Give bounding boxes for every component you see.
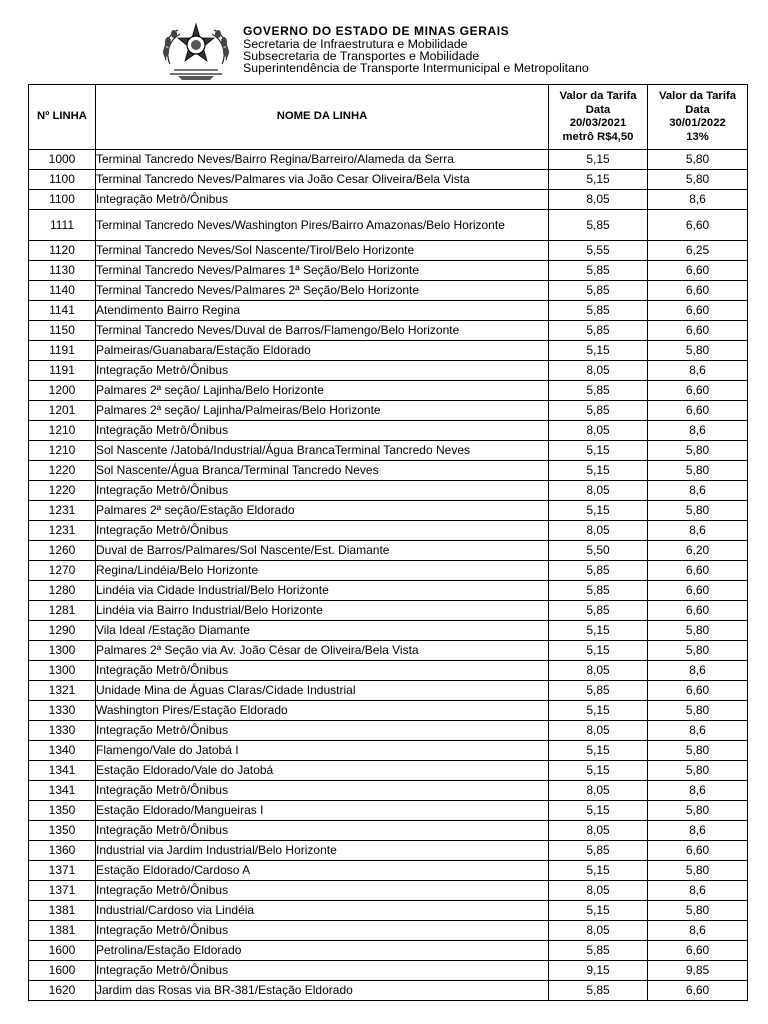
table-row [29,150,748,170]
fare-2021-cell: 8,05 [549,721,648,741]
line-name-cell: Vila Ideal /Estação Diamante [96,621,549,641]
line-name-cell: Terminal Tancredo Neves/Washington Pires/Bairro Amazonas/Belo Horizonte [96,210,549,241]
fare-2022-cell: 8,6 [648,821,748,841]
line-name-cell: Industrial via Jardim Industrial/Belo Horizonte [96,841,549,861]
line-name-cell: Petrolina/Estação Eldorado [96,941,549,961]
table-row [29,261,748,281]
fare-2022-cell: 5,80 [648,621,748,641]
fare-table-header [29,85,748,150]
fare-2021-cell: 5,15 [549,461,648,481]
header-text-block [243,24,589,74]
line-number-cell: 1341 [29,761,96,781]
line-name-cell: Terminal Tancredo Neves/Sol Nascente/Tirol/Belo Horizonte [96,241,549,261]
line-number-cell: 1140 [29,281,96,301]
fare-2021-cell: 5,15 [549,761,648,781]
line-number-cell: 1381 [29,901,96,921]
fare-2021-cell: 8,05 [549,421,648,441]
line-name-cell: Washington Pires/Estação Eldorado [96,701,549,721]
table-row [29,321,748,341]
line-number-cell: 1231 [29,521,96,541]
line-number-cell: 1300 [29,661,96,681]
table-row [29,210,748,241]
fare-2021-cell: 5,15 [549,901,648,921]
table-row [29,761,748,781]
line-name-cell: Integração Metrô/Ônibus [96,421,549,441]
fare-2022-cell: 5,80 [648,150,748,170]
table-row [29,581,748,601]
table-row [29,641,748,661]
column-header-line-name: NOME DA LINHA [96,85,549,150]
fare-2022-cell: 8,6 [648,921,748,941]
table-row [29,721,748,741]
fare-table [28,84,748,1001]
line-name-cell: Integração Metrô/Ônibus [96,921,549,941]
fare-2021-cell: 5,15 [549,801,648,821]
line-name-cell: Estação Eldorado/Mangueiras I [96,801,549,821]
fare-2022-cell: 6,20 [648,541,748,561]
fare-2022-cell: 8,6 [648,721,748,741]
line-number-cell: 1191 [29,341,96,361]
line-number-cell: 1100 [29,190,96,210]
table-row [29,501,748,521]
line-number-cell: 1620 [29,981,96,1001]
line-number-cell: 1371 [29,881,96,901]
fare-2022-cell: 6,60 [648,281,748,301]
table-row [29,981,748,1001]
fare-2022-cell: 5,80 [648,761,748,781]
fare-2022-cell: 6,60 [648,941,748,961]
fare-2021-cell: 5,85 [549,941,648,961]
fare-2022-cell: 8,6 [648,361,748,381]
line-number-cell: 1330 [29,701,96,721]
line-name-cell: Palmeiras/Guanabara/Estação Eldorado [96,341,549,361]
fare-2021-cell: 5,85 [549,561,648,581]
line-number-cell: 1231 [29,501,96,521]
line-name-cell: Integração Metrô/Ônibus [96,361,549,381]
table-row [29,341,748,361]
table-row [29,441,748,461]
fare-2022-cell: 8,6 [648,881,748,901]
fare-2021-cell: 5,50 [549,541,648,561]
line-name-cell: Estação Eldorado/Cardoso A [96,861,549,881]
fare-2021-cell: 5,85 [549,841,648,861]
document-header [0,0,768,84]
line-name-cell: Terminal Tancredo Neves/Palmares via João Cesar Oliveira/Bela Vista [96,170,549,190]
table-row [29,401,748,421]
line-number-cell: 1201 [29,401,96,421]
fare-2022-cell: 6,60 [648,401,748,421]
line-name-cell: Palmares 2ª seção/ Lajinha/Palmeiras/Belo Horizonte [96,401,549,421]
line-name-cell: Terminal Tancredo Neves/Bairro Regina/Barreiro/Alameda da Serra [96,150,549,170]
fare-2022-cell: 6,60 [648,841,748,861]
line-number-cell: 1120 [29,241,96,261]
line-number-cell: 1350 [29,801,96,821]
line-number-cell: 1600 [29,961,96,981]
line-number-cell: 1210 [29,441,96,461]
table-row [29,601,748,621]
fare-2022-cell: 5,80 [648,701,748,721]
line-number-cell: 1340 [29,741,96,761]
fare-2021-cell: 5,85 [549,281,648,301]
fare-2021-cell: 8,05 [549,921,648,941]
table-row [29,821,748,841]
line-name-cell: Palmares 2ª Seção via Av. João César de Oliveira/Bela Vista [96,641,549,661]
line-number-cell: 1141 [29,301,96,321]
line-name-cell: Industrial/Cardoso via Lindéia [96,901,549,921]
fare-2021-cell: 5,15 [549,150,648,170]
line-number-cell: 1191 [29,361,96,381]
fare-2022-header-line: 13% [686,130,709,143]
line-name-cell: Duval de Barros/Palmares/Sol Nascente/Est. Diamante [96,541,549,561]
table-row [29,241,748,261]
fare-2021-cell: 5,15 [549,641,648,661]
fare-2021-cell: 5,85 [549,210,648,241]
fare-2021-cell: 8,05 [549,521,648,541]
fare-2022-cell: 9,85 [648,961,748,981]
table-row [29,541,748,561]
fare-2022-cell: 5,80 [648,641,748,661]
fare-2021-cell: 9,15 [549,961,648,981]
line-name-cell: Integração Metrô/Ônibus [96,961,549,981]
fare-2022-header-line: Valor da Tarifa [658,90,736,102]
fare-2022-cell: 8,6 [648,421,748,441]
line-name-cell: Jardim das Rosas via BR-381/Estação Eldorado [96,981,549,1001]
line-name-cell: Sol Nascente /Jatobá/Industrial/Água BrancaTerminal Tancredo Neves [96,441,549,461]
line-number-cell: 1330 [29,721,96,741]
fare-2022-cell: 6,60 [648,981,748,1001]
line-name-cell: Flamengo/Vale do Jatobá I [96,741,549,761]
line-number-cell: 1281 [29,601,96,621]
line-name-cell: Lindéia via Bairro Industrial/Belo Horizonte [96,601,549,621]
line-name-cell: Integração Metrô/Ônibus [96,661,549,681]
fare-2022-cell: 5,80 [648,341,748,361]
fare-2021-cell: 5,85 [549,681,648,701]
line-name-cell: Terminal Tancredo Neves/Duval de Barros/Flamengo/Belo Horizonte [96,321,549,341]
table-row [29,381,748,401]
fare-2022-cell: 6,25 [648,241,748,261]
fare-2022-cell: 6,60 [648,261,748,281]
line-name-cell: Integração Metrô/Ônibus [96,190,549,210]
fare-2022-cell: 5,80 [648,501,748,521]
fare-2021-cell: 8,05 [549,361,648,381]
table-row [29,170,748,190]
column-header-fare-2021 [549,85,648,150]
table-row [29,361,748,381]
fare-2021-cell: 5,15 [549,341,648,361]
line-number-cell: 1371 [29,861,96,881]
line-number-cell: 1600 [29,941,96,961]
fare-2022-cell: 8,6 [648,781,748,801]
line-number-cell: 1350 [29,821,96,841]
fare-2021-cell: 5,15 [549,621,648,641]
fare-2022-cell: 8,6 [648,481,748,501]
fare-2022-cell: 5,80 [648,901,748,921]
fare-2022-cell: 5,80 [648,741,748,761]
government-title: GOVERNO DO ESTADO DE MINAS GERAIS [243,24,510,38]
fare-2021-header-line: Valor da Tarifa [559,90,637,102]
line-name-cell: Integração Metrô/Ônibus [96,721,549,741]
fare-2021-cell: 5,85 [549,381,648,401]
line-name-cell: Integração Metrô/Ônibus [96,821,549,841]
fare-2021-cell: 5,15 [549,170,648,190]
fare-2021-cell: 5,15 [549,501,648,521]
fare-2021-header-line: metrô R$4,50 [562,130,634,143]
line-number-cell: 1220 [29,461,96,481]
table-row [29,881,748,901]
line-name-cell: Integração Metrô/Ônibus [96,481,549,501]
state-coat-of-arms-icon [160,20,232,82]
line-number-cell: 1290 [29,621,96,641]
line-name-cell: Integração Metrô/Ônibus [96,781,549,801]
fare-2022-header-line: Data [685,103,710,116]
line-number-cell: 1100 [29,170,96,190]
table-row [29,841,748,861]
fare-2022-cell: 6,60 [648,210,748,241]
line-name-cell: Lindéia via Cidade Industrial/Belo Horizonte [96,581,549,601]
fare-2021-cell: 8,05 [549,481,648,501]
fare-2021-cell: 8,05 [549,821,648,841]
line-name-cell: Palmares 2ª seção/Estação Eldorado [96,501,549,521]
fare-2022-cell: 6,60 [648,561,748,581]
line-number-cell: 1000 [29,150,96,170]
fare-2022-header-line: 30/01/2022 [669,117,726,129]
table-row [29,921,748,941]
fare-2022-cell: 6,60 [648,681,748,701]
fare-2021-cell: 5,85 [549,581,648,601]
line-name-cell: Sol Nascente/Água Branca/Terminal Tancredo Neves [96,461,549,481]
superintendency-line: Superintendência de Transporte Intermunicipal e Metropolitano [243,61,589,75]
fare-table-body [29,150,748,1001]
fare-2021-cell: 5,85 [549,301,648,321]
header-row [29,85,748,150]
fare-2021-cell: 5,85 [549,601,648,621]
table-row [29,481,748,501]
fare-2021-cell: 5,15 [549,701,648,721]
line-name-cell: Regina/Lindéia/Belo Horizonte [96,561,549,581]
fare-2022-cell: 6,60 [648,301,748,321]
table-row [29,681,748,701]
fare-2021-cell: 5,15 [549,441,648,461]
table-row [29,901,748,921]
fare-2022-cell: 5,80 [648,441,748,461]
fare-2021-cell: 5,85 [549,981,648,1001]
fare-2022-cell: 6,60 [648,581,748,601]
fare-2022-cell: 5,80 [648,461,748,481]
line-number-cell: 1270 [29,561,96,581]
line-number-cell: 1300 [29,641,96,661]
fare-2021-cell: 5,15 [549,741,648,761]
column-header-line-number: Nº LINHA [29,85,96,150]
fare-2022-cell: 5,80 [648,801,748,821]
table-row [29,281,748,301]
line-number-cell: 1220 [29,481,96,501]
table-row [29,961,748,981]
fare-2022-cell: 6,60 [648,381,748,401]
line-number-cell: 1130 [29,261,96,281]
line-name-cell: Integração Metrô/Ônibus [96,881,549,901]
line-name-cell: Unidade Mina de Águas Claras/Cidade Industrial [96,681,549,701]
line-number-cell: 1280 [29,581,96,601]
table-row [29,861,748,881]
fare-2022-cell: 8,6 [648,661,748,681]
fare-2022-cell: 6,60 [648,321,748,341]
fare-2021-cell: 5,15 [549,861,648,881]
fare-2021-header-line: Data [585,103,611,116]
table-row [29,661,748,681]
fare-2021-cell: 8,05 [549,781,648,801]
line-number-cell: 1200 [29,381,96,401]
fare-2021-cell: 8,05 [549,881,648,901]
table-row [29,801,748,821]
table-row [29,421,748,441]
fare-2021-cell: 5,55 [549,241,648,261]
secretariat-line: Secretaria de Infraestrutura e Mobilidade [243,37,468,51]
fare-2021-header-line: 20/03/2021 [569,117,627,129]
fare-2022-cell: 8,6 [648,521,748,541]
fare-2022-cell: 8,6 [648,190,748,210]
table-row [29,781,748,801]
fare-2021-cell: 5,85 [549,321,648,341]
line-number-cell: 1111 [29,210,96,241]
line-name-cell: Atendimento Bairro Regina [96,301,549,321]
line-number-cell: 1150 [29,321,96,341]
table-row [29,461,748,481]
subsecretariat-line: Subsecretaria de Transportes e Mobilidade [243,49,480,63]
table-row [29,190,748,210]
line-name-cell: Terminal Tancredo Neves/Palmares 1ª Seção/Belo Horizonte [96,261,549,281]
table-row [29,941,748,961]
fare-2022-cell: 5,80 [648,170,748,190]
column-header-fare-2022 [648,85,748,150]
line-name-cell: Estação Eldorado/Vale do Jatobá [96,761,549,781]
line-name-cell: Terminal Tancredo Neves/Palmares 2ª Seção/Belo Horizonte [96,281,549,301]
table-row [29,621,748,641]
fare-2022-cell: 5,80 [648,861,748,881]
fare-2022-cell: 6,60 [648,601,748,621]
line-number-cell: 1341 [29,781,96,801]
fare-2021-cell: 5,85 [549,401,648,421]
table-row [29,521,748,541]
line-name-cell: Palmares 2ª seção/ Lajinha/Belo Horizonte [96,381,549,401]
fare-2021-cell: 8,05 [549,661,648,681]
table-row [29,701,748,721]
fare-2021-cell: 8,05 [549,190,648,210]
fare-2021-cell: 5,85 [549,261,648,281]
line-number-cell: 1321 [29,681,96,701]
table-row [29,561,748,581]
line-number-cell: 1210 [29,421,96,441]
line-number-cell: 1360 [29,841,96,861]
line-number-cell: 1260 [29,541,96,561]
table-row [29,301,748,321]
line-name-cell: Integração Metrô/Ônibus [96,521,549,541]
table-row [29,741,748,761]
line-number-cell: 1381 [29,921,96,941]
